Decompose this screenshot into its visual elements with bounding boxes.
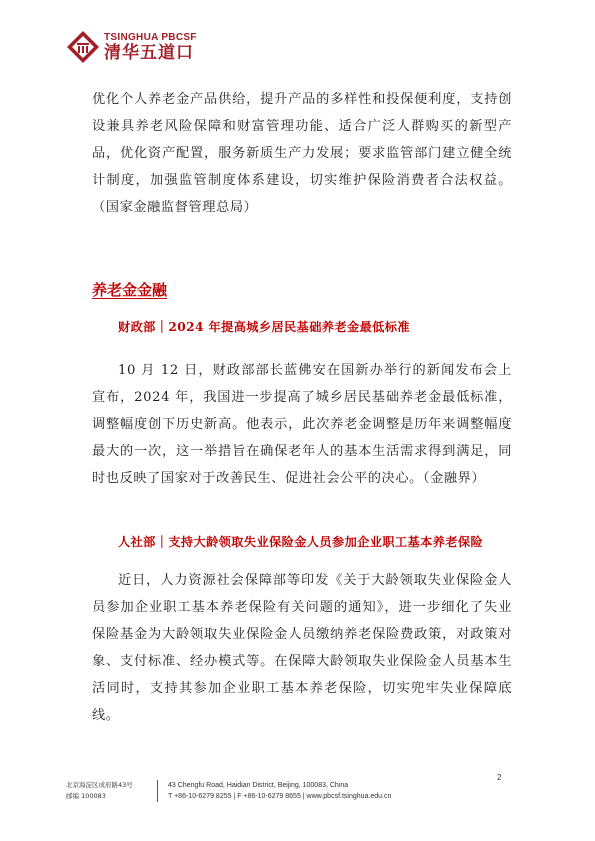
header-logo [66, 30, 197, 64]
news-paragraph-mohrss: 近日，人力资源社会保障部等印发《关于大龄领取失业保险金人员参加企业职工基本养老保险有关问题的通知》，进一步细化了失业保险基金为大龄领取失业保险金人员缴纳养老保险费政策，对政策对象、支付标准、经办模式等。在保障大龄领取失业保险金人员基本生活同时，支持其参加企业职工基本养老保险，切实兜牢失业保障底线。 [92, 573, 512, 723]
page-number: 2 [497, 773, 502, 782]
footer-divider [157, 780, 158, 802]
section-title: 养老金金融 [92, 281, 168, 299]
news-paragraph-mof: 10 月 12 日，财政部部长蓝佛安在国新办举行的新闻发布会上宣布，2024 年，我国进一步提高了城乡居民基础养老金最低标准，调整幅度创下历史新高。他表示，此次养老金调整是历年来调整幅度最大的一次，这一举措旨在确保老年人的基本生活需求得到满足，同时也反映了国家对于改善民生、促进社会公平的决心。（金融界） [92, 363, 512, 486]
footer-address-line: 北京海淀区成府路43号 [66, 781, 133, 789]
footer-address-cn [66, 780, 133, 802]
footer-postcode: 邮编 100083 [66, 792, 106, 800]
footer-address-en [168, 780, 391, 802]
news-heading-mof: 财政部｜2024 年提高城乡居民基础养老金最低标准 [118, 320, 410, 334]
tsinghua-gate-icon [66, 30, 100, 64]
logo-text-en: TSINGHUA PBCSF [104, 31, 197, 43]
footer-address-en-line: 43 Chengfu Road, Haidian District, Beijing, 100083, China [168, 782, 349, 789]
logo-text-cn: 清华五道口 [104, 42, 194, 63]
intro-paragraph: 优化个人养老金产品供给，提升产品的多样性和投保便利度，支持创设兼具养老风险保障和财富管理功能、适合广泛人群购买的新型产品，优化资产配置，服务新质生产力发展；要求监管部门建立健全统计制度，加强监管制度体系建设，切实维护保险消费者合法权益。（国家金融监督管理总局） [92, 92, 512, 215]
footer-contact: T +86-10-6279 8255 | F +86-10-6279 8655 | www.pbcsf.tsinghua.edu.cn [168, 793, 392, 800]
news-heading-mohrss: 人社部｜支持大龄领取失业保险金人员参加企业职工基本养老保险 [118, 535, 484, 549]
